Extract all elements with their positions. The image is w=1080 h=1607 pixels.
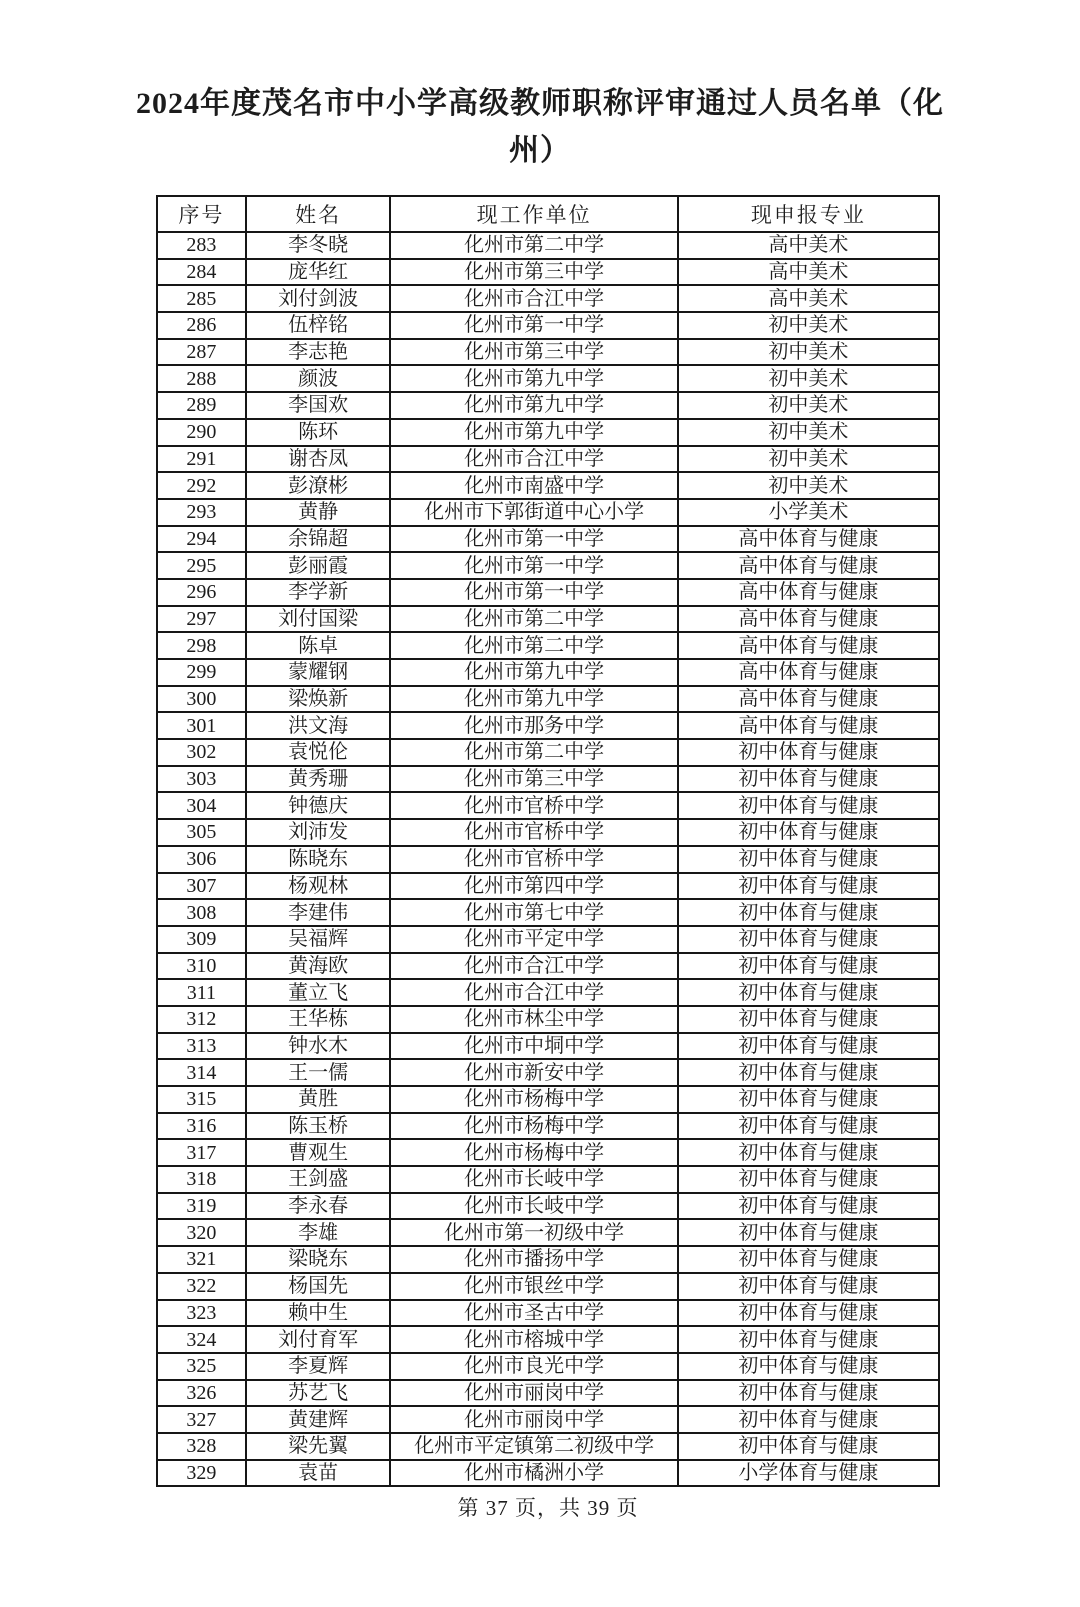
cell-seq: 287 (157, 339, 246, 366)
table-row (157, 472, 939, 499)
cell-seq: 289 (157, 392, 246, 419)
cell-name: 陈环 (246, 419, 391, 446)
table-row (157, 1219, 939, 1246)
cell-name: 杨国先 (246, 1273, 391, 1300)
cell-name: 董立飞 (246, 979, 391, 1006)
cell-major: 高中体育与健康 (678, 632, 939, 659)
cell-name: 洪文海 (246, 712, 391, 739)
cell-school: 化州市橘洲小学 (390, 1460, 677, 1487)
cell-name: 李永春 (246, 1193, 391, 1220)
cell-school: 化州市第一中学 (390, 579, 677, 606)
cell-seq: 323 (157, 1300, 246, 1327)
table-row (157, 1406, 939, 1433)
cell-seq: 304 (157, 792, 246, 819)
cell-school: 化州市平定镇第二初级中学 (390, 1433, 677, 1460)
table-row (157, 1166, 939, 1193)
page-footer: 第 37 页，共 39 页 (457, 1496, 639, 1521)
cell-seq: 286 (157, 312, 246, 339)
cell-major: 初中体育与健康 (678, 979, 939, 1006)
cell-school: 化州市杨梅中学 (390, 1086, 677, 1113)
cell-school: 化州市新安中学 (390, 1059, 677, 1086)
cell-major: 高中美术 (678, 285, 939, 312)
cell-school: 化州市长岐中学 (390, 1193, 677, 1220)
table-header-row (157, 196, 939, 232)
table-row (157, 1460, 939, 1487)
cell-school: 化州市下郭街道中心小学 (390, 499, 677, 526)
cell-major: 初中体育与健康 (678, 1086, 939, 1113)
table-row (157, 232, 939, 259)
cell-major: 初中体育与健康 (678, 1166, 939, 1193)
cell-name: 钟德庆 (246, 792, 391, 819)
cell-major: 初中美术 (678, 392, 939, 419)
table-row (157, 659, 939, 686)
cell-name: 刘付国梁 (246, 606, 391, 633)
cell-school: 化州市那务中学 (390, 712, 677, 739)
cell-school: 化州市第九中学 (390, 392, 677, 419)
table-row (157, 739, 939, 766)
cell-major: 高中美术 (678, 259, 939, 286)
table-row (157, 1033, 939, 1060)
cell-major: 初中美术 (678, 365, 939, 392)
cell-major: 小学体育与健康 (678, 1460, 939, 1487)
cell-seq: 292 (157, 472, 246, 499)
cell-school: 化州市榕城中学 (390, 1326, 677, 1353)
table-row (157, 792, 939, 819)
cell-seq: 294 (157, 526, 246, 553)
table-row (157, 712, 939, 739)
cell-seq: 327 (157, 1406, 246, 1433)
cell-name: 陈玉桥 (246, 1113, 391, 1140)
cell-major: 初中体育与健康 (678, 846, 939, 873)
cell-major: 高中体育与健康 (678, 606, 939, 633)
cell-school: 化州市中垌中学 (390, 1033, 677, 1060)
table-row (157, 899, 939, 926)
cell-seq: 283 (157, 232, 246, 259)
cell-major: 初中体育与健康 (678, 899, 939, 926)
table-row (157, 819, 939, 846)
cell-school: 化州市丽岗中学 (390, 1380, 677, 1407)
table-row (157, 1433, 939, 1460)
cell-name: 梁焕新 (246, 686, 391, 713)
cell-name: 李建伟 (246, 899, 391, 926)
cell-name: 王华栋 (246, 1006, 391, 1033)
cell-major: 初中体育与健康 (678, 1059, 939, 1086)
cell-seq: 307 (157, 873, 246, 900)
table-row (157, 1246, 939, 1273)
cell-name: 李雄 (246, 1219, 391, 1246)
cell-seq: 317 (157, 1139, 246, 1166)
cell-school: 化州市银丝中学 (390, 1273, 677, 1300)
cell-major: 初中体育与健康 (678, 1033, 939, 1060)
cell-major: 初中体育与健康 (678, 1193, 939, 1220)
column-header-major: 现申报专业 (678, 196, 939, 232)
cell-school: 化州市第二中学 (390, 606, 677, 633)
cell-seq: 321 (157, 1246, 246, 1273)
table-row (157, 926, 939, 953)
cell-name: 庞华红 (246, 259, 391, 286)
cell-major: 初中美术 (678, 339, 939, 366)
cell-seq: 299 (157, 659, 246, 686)
cell-seq: 290 (157, 419, 246, 446)
table-row (157, 632, 939, 659)
cell-name: 刘付育军 (246, 1326, 391, 1353)
cell-seq: 325 (157, 1353, 246, 1380)
cell-school: 化州市第九中学 (390, 419, 677, 446)
table-row (157, 686, 939, 713)
cell-name: 苏艺飞 (246, 1380, 391, 1407)
cell-major: 初中美术 (678, 419, 939, 446)
cell-school: 化州市第九中学 (390, 686, 677, 713)
cell-school: 化州市第九中学 (390, 659, 677, 686)
table-row (157, 1273, 939, 1300)
cell-name: 李学新 (246, 579, 391, 606)
cell-school: 化州市第一中学 (390, 552, 677, 579)
cell-seq: 308 (157, 899, 246, 926)
table-row (157, 979, 939, 1006)
cell-name: 李志艳 (246, 339, 391, 366)
cell-name: 曹观生 (246, 1139, 391, 1166)
cell-name: 陈晓东 (246, 846, 391, 873)
table-row (157, 526, 939, 553)
cell-school: 化州市第二中学 (390, 739, 677, 766)
table-row (157, 392, 939, 419)
cell-major: 初中体育与健康 (678, 1326, 939, 1353)
cell-name: 余锦超 (246, 526, 391, 553)
cell-school: 化州市合江中学 (390, 953, 677, 980)
cell-name: 蒙耀钢 (246, 659, 391, 686)
cell-name: 黄静 (246, 499, 391, 526)
cell-name: 陈卓 (246, 632, 391, 659)
cell-major: 初中体育与健康 (678, 1380, 939, 1407)
table-row (157, 419, 939, 446)
column-header-school: 现工作单位 (390, 196, 677, 232)
cell-seq: 300 (157, 686, 246, 713)
table-row (157, 766, 939, 793)
cell-major: 初中体育与健康 (678, 1113, 939, 1140)
cell-name: 彭潦彬 (246, 472, 391, 499)
cell-seq: 316 (157, 1113, 246, 1140)
table-row (157, 873, 939, 900)
cell-school: 化州市第四中学 (390, 873, 677, 900)
table-row (157, 1353, 939, 1380)
cell-name: 谢杏凤 (246, 446, 391, 473)
cell-name: 王剑盛 (246, 1166, 391, 1193)
cell-major: 初中体育与健康 (678, 926, 939, 953)
cell-school: 化州市第九中学 (390, 365, 677, 392)
cell-school: 化州市良光中学 (390, 1353, 677, 1380)
cell-name: 李国欢 (246, 392, 391, 419)
cell-major: 高中体育与健康 (678, 579, 939, 606)
cell-name: 彭丽霞 (246, 552, 391, 579)
table-row (157, 1380, 939, 1407)
cell-school: 化州市长岐中学 (390, 1166, 677, 1193)
cell-major: 初中体育与健康 (678, 1300, 939, 1327)
cell-school: 化州市播扬中学 (390, 1246, 677, 1273)
table-row (157, 499, 939, 526)
column-header-seq: 序号 (157, 196, 246, 232)
cell-seq: 311 (157, 979, 246, 1006)
cell-major: 高中体育与健康 (678, 686, 939, 713)
cell-seq: 324 (157, 1326, 246, 1353)
cell-name: 刘付剑波 (246, 285, 391, 312)
cell-major: 初中体育与健康 (678, 1219, 939, 1246)
cell-major: 初中体育与健康 (678, 873, 939, 900)
cell-major: 初中体育与健康 (678, 739, 939, 766)
table-row (157, 312, 939, 339)
cell-seq: 306 (157, 846, 246, 873)
cell-seq: 297 (157, 606, 246, 633)
cell-major: 初中体育与健康 (678, 819, 939, 846)
cell-school: 化州市第二中学 (390, 232, 677, 259)
cell-school: 化州市圣古中学 (390, 1300, 677, 1327)
cell-seq: 301 (157, 712, 246, 739)
table-row (157, 1139, 939, 1166)
cell-name: 钟水木 (246, 1033, 391, 1060)
cell-major: 初中美术 (678, 472, 939, 499)
cell-major: 初中体育与健康 (678, 1433, 939, 1460)
cell-name: 刘沛发 (246, 819, 391, 846)
cell-school: 化州市平定中学 (390, 926, 677, 953)
cell-seq: 328 (157, 1433, 246, 1460)
cell-school: 化州市第三中学 (390, 766, 677, 793)
cell-school: 化州市合江中学 (390, 285, 677, 312)
cell-name: 黄建辉 (246, 1406, 391, 1433)
cell-name: 袁悦伦 (246, 739, 391, 766)
table-row (157, 552, 939, 579)
cell-seq: 315 (157, 1086, 246, 1113)
table-row (157, 339, 939, 366)
table-row (157, 365, 939, 392)
teacher-roster-table (156, 195, 940, 1487)
cell-name: 李冬晓 (246, 232, 391, 259)
cell-major: 高中体育与健康 (678, 712, 939, 739)
cell-school: 化州市第七中学 (390, 899, 677, 926)
cell-name: 赖中生 (246, 1300, 391, 1327)
cell-name: 伍梓铭 (246, 312, 391, 339)
cell-seq: 312 (157, 1006, 246, 1033)
table-row (157, 285, 939, 312)
cell-school: 化州市杨梅中学 (390, 1113, 677, 1140)
cell-name: 梁晓东 (246, 1246, 391, 1273)
table-row (157, 579, 939, 606)
cell-seq: 284 (157, 259, 246, 286)
cell-seq: 318 (157, 1166, 246, 1193)
cell-school: 化州市林尘中学 (390, 1006, 677, 1033)
cell-major: 初中体育与健康 (678, 1406, 939, 1433)
cell-seq: 322 (157, 1273, 246, 1300)
cell-major: 初中体育与健康 (678, 792, 939, 819)
cell-name: 梁先翼 (246, 1433, 391, 1460)
cell-school: 化州市第三中学 (390, 259, 677, 286)
cell-major: 初中体育与健康 (678, 1246, 939, 1273)
page-title (125, 80, 955, 174)
cell-seq: 293 (157, 499, 246, 526)
page-title-line-1: 2024年度茂名市中小学高级教师职称评审通过人员名单（化 (136, 87, 944, 120)
cell-seq: 314 (157, 1059, 246, 1086)
cell-name: 黄海欧 (246, 953, 391, 980)
page-title-line-2: 州） (509, 134, 571, 167)
cell-major: 小学美术 (678, 499, 939, 526)
table-row (157, 1006, 939, 1033)
cell-school: 化州市合江中学 (390, 979, 677, 1006)
cell-major: 初中体育与健康 (678, 1273, 939, 1300)
cell-seq: 302 (157, 739, 246, 766)
cell-school: 化州市第一中学 (390, 526, 677, 553)
table-row (157, 1300, 939, 1327)
cell-major: 初中体育与健康 (678, 766, 939, 793)
cell-major: 初中体育与健康 (678, 1353, 939, 1380)
cell-name: 颜波 (246, 365, 391, 392)
table-row (157, 446, 939, 473)
cell-major: 初中体育与健康 (678, 953, 939, 980)
cell-major: 高中体育与健康 (678, 552, 939, 579)
table-row (157, 846, 939, 873)
cell-name: 袁苗 (246, 1460, 391, 1487)
cell-seq: 305 (157, 819, 246, 846)
cell-name: 王一儒 (246, 1059, 391, 1086)
cell-seq: 309 (157, 926, 246, 953)
table-body (157, 232, 939, 1486)
table-row (157, 1059, 939, 1086)
cell-seq: 313 (157, 1033, 246, 1060)
cell-name: 黄秀珊 (246, 766, 391, 793)
cell-seq: 295 (157, 552, 246, 579)
cell-school: 化州市官桥中学 (390, 846, 677, 873)
cell-name: 吴福辉 (246, 926, 391, 953)
table-row (157, 1326, 939, 1353)
table-row (157, 259, 939, 286)
cell-school: 化州市丽岗中学 (390, 1406, 677, 1433)
table-row (157, 1193, 939, 1220)
cell-major: 高中体育与健康 (678, 526, 939, 553)
table-row (157, 606, 939, 633)
cell-seq: 329 (157, 1460, 246, 1487)
cell-major: 初中美术 (678, 446, 939, 473)
cell-major: 初中体育与健康 (678, 1139, 939, 1166)
table-row (157, 1113, 939, 1140)
table-row (157, 1086, 939, 1113)
cell-major: 高中体育与健康 (678, 659, 939, 686)
cell-seq: 319 (157, 1193, 246, 1220)
cell-school: 化州市官桥中学 (390, 792, 677, 819)
cell-school: 化州市第一初级中学 (390, 1219, 677, 1246)
cell-seq: 320 (157, 1219, 246, 1246)
table-row (157, 953, 939, 980)
cell-seq: 285 (157, 285, 246, 312)
cell-school: 化州市第一中学 (390, 312, 677, 339)
cell-seq: 326 (157, 1380, 246, 1407)
cell-school: 化州市第三中学 (390, 339, 677, 366)
cell-school: 化州市官桥中学 (390, 819, 677, 846)
cell-seq: 303 (157, 766, 246, 793)
cell-name: 杨观林 (246, 873, 391, 900)
column-header-name: 姓名 (246, 196, 391, 232)
cell-seq: 298 (157, 632, 246, 659)
cell-school: 化州市南盛中学 (390, 472, 677, 499)
cell-school: 化州市合江中学 (390, 446, 677, 473)
cell-major: 高中美术 (678, 232, 939, 259)
cell-major: 初中体育与健康 (678, 1006, 939, 1033)
cell-seq: 288 (157, 365, 246, 392)
cell-seq: 291 (157, 446, 246, 473)
cell-seq: 310 (157, 953, 246, 980)
cell-school: 化州市第二中学 (390, 632, 677, 659)
cell-school: 化州市杨梅中学 (390, 1139, 677, 1166)
cell-seq: 296 (157, 579, 246, 606)
cell-major: 初中美术 (678, 312, 939, 339)
cell-name: 李夏辉 (246, 1353, 391, 1380)
cell-name: 黄胜 (246, 1086, 391, 1113)
